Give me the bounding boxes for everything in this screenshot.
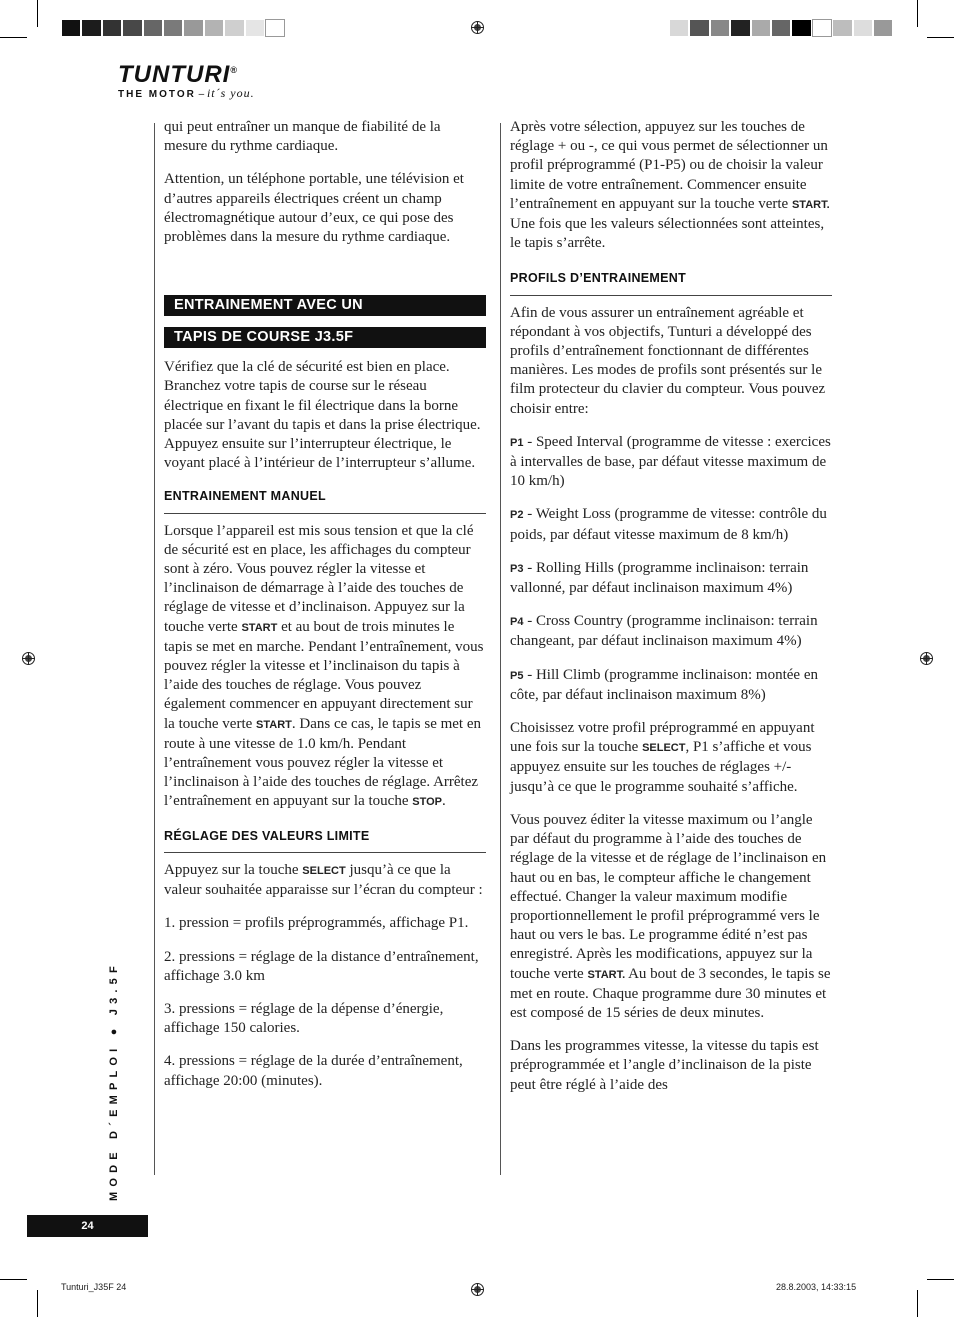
grayscale-swatch-strip	[669, 19, 893, 37]
tagline-dash: –	[195, 89, 207, 100]
program-item: P2 - Weight Loss (programme de vitesse: contrôle du poids, par défaut vitesse maximum de 8 km/h)	[510, 506, 827, 543]
right-column	[510, 118, 832, 1109]
tagline-italic: it´s you.	[206, 86, 255, 100]
program-item: P4 - Cross Country (programme inclinaison: terrain changeant, par défaut inclinaison maximum 4%)	[510, 613, 818, 650]
program-item: P3 - Rolling Hills (programme inclinaison: terrain vallonné, par défaut inclinaison maximum 4%)	[510, 559, 809, 597]
crop-mark	[917, 1290, 918, 1317]
key-label: START	[256, 718, 292, 731]
logo-wordmark: TUNTURI	[118, 61, 231, 88]
key-label: SELECT	[302, 864, 346, 877]
column-rule	[154, 123, 155, 1175]
crop-mark	[0, 1279, 27, 1280]
program-code: P5	[510, 669, 524, 682]
subheading: RÉGLAGE DES VALEURS LIMITE	[164, 827, 486, 853]
paragraph: Afin de vous assurer un entraînement agréable et répondant à vos objectifs, Tunturi a développé des profils d’entraînement fonctionnant de différentes manières. Les modes de profils sont présentés sur le film protecteur du clavier du compteur. Vous pouvez choisir entre:	[510, 304, 826, 417]
list-item: 2. pressions = réglage de la distance d’entraînement, affichage 3.0 km	[164, 948, 479, 984]
crop-mark	[0, 37, 27, 38]
paragraph: Vous pouvez éditer la vitesse maximum ou l’angle par défaut du programme à l’aide des touches de réglage de la vitesse et de réglage de l’inclinaison en haut ou en bas, le compteur affiche le changement effectué. Changer la valeur maximum modifie proportionnellement le profil préprogrammé vers le haut ou vers le bas. Le programme édité n’est pas enregistré. Après les modifications, appuyez sur la touche verte START. Au bout de 3 secondes, le tapis se met en route. Chaque programme dure 30 minutes et est composé de 15 séries de deux minutes.	[510, 811, 831, 1021]
key-label: START.	[587, 968, 626, 981]
paragraph: Vérifiez que la clé de sécurité est bien en place. Branchez votre tapis de course sur le réseau électrique en fixant le fil électrique dans la borne placée sur l’avant du tapis et dans la prise électrique. Appuyez ensuite sur l’interrupteur électrique, le voyant placé à l’intérieur de l’interrupteur s’allume.	[164, 359, 481, 472]
program-code: P1	[510, 436, 524, 449]
section-heading: TAPIS DE COURSE J3.5F	[164, 327, 486, 348]
program-code: P2	[510, 509, 524, 522]
list-item: 4. pressions = réglage de la durée d’entraînement, affichage 20:00 (minutes).	[164, 1053, 463, 1089]
crop-mark	[927, 37, 954, 38]
footer-timestamp: 28.8.2003, 14:33:15	[776, 1282, 857, 1292]
tunturi-logo	[118, 58, 255, 102]
registration-mark-icon	[22, 652, 35, 665]
program-item: P1 - Speed Interval (programme de vitesse : exercices à intervalles de base, par défaut vitesse maximum de 10 km/h)	[510, 433, 831, 490]
paragraph: Dans les programmes vitesse, la vitesse du tapis est préprogrammée et l’angle d’inclinaison de la piste peut être réglé à l’aide des	[510, 1038, 819, 1093]
registration-mark-icon	[471, 21, 484, 34]
key-label: START	[241, 621, 278, 634]
program-item: P5 - Hill Climb (programme inclinaison: montée en côte, par défaut inclinaison maximum 8%)	[510, 666, 818, 703]
column-rule	[500, 123, 501, 1175]
registered-mark: ®	[230, 65, 238, 75]
footer-filename: Tunturi_J35F 24	[61, 1282, 127, 1292]
subheading: PROFILS D’ENTRAINEMENT	[510, 269, 832, 295]
paragraph: qui peut entraîner un manque de fiabilité de la mesure du rythme cardiaque.	[164, 119, 441, 155]
paragraph: Lorsque l’appareil est mis sous tension et que la clé de sécurité est en place, les affichages du compteur sont à zéro. Vous pouvez régler la vitesse et l’inclinaison de démarrage à l’aide des touches de réglage de vitesse et d’inclinaison. Appuyez sur la touche verte START et au bout de trois minutes le tapis se met en marche. Pendant l’entraînement, vous pouvez régler la vitesse et l’inclinaison du tapis à l’aide des touches de réglage. Vous pouvez également commencer en appuyant directement sur la touche verte START. Dans ce cas, le tapis se met en route à une vitesse de 1.0 km/h. Pendant l’entraînement vous pouvez régler la vitesse et l’inclinaison à l’aide des touches de réglage. Arrêtez l’entraînement en appuyant sur la touche STOP.	[164, 522, 484, 810]
key-label: SELECT	[642, 742, 686, 755]
tagline-main: THE MOTOR	[118, 89, 196, 100]
section-heading: ENTRAINEMENT AVEC UN	[164, 295, 486, 316]
program-code: P3	[510, 562, 524, 575]
key-label: STOP	[412, 796, 443, 809]
paragraph: Attention, un téléphone portable, une télévision et d’autres appareils électriques créent un champ électromagnétique autour d’eux, ce qui pose des problèmes dans la mesure du rythme cardiaque.	[164, 171, 464, 246]
logo-tagline	[118, 86, 255, 102]
list-item: 3. pressions = réglage de la dépense d’énergie, affichage 150 calories.	[164, 1000, 444, 1037]
crop-mark	[37, 0, 38, 27]
key-label: START.	[791, 198, 830, 211]
crop-mark	[37, 1290, 38, 1317]
paragraph: Choisissez votre profil préprogrammé en appuyant une fois sur la touche SELECT, P1 s’affiche et vous appuyez ensuite sur les touches de réglages +/- jusqu’à ce que le programme souhaité s’affiche.	[510, 720, 815, 795]
crop-mark	[917, 0, 918, 27]
grayscale-swatch-strip	[61, 19, 285, 37]
paragraph: Après votre sélection, appuyez sur les touches de réglage + ou -, ce qui vous permet de sélectionner un profil préprogrammé (P1-P5) ou de choisir la valeur limite de votre entraînement. Commencer ensuite l’entraînement en appuyant sur la touche verte START. Une fois que les valeurs sélectionnées sont atteintes, le tapis s’arrête.	[510, 119, 830, 252]
paragraph: Appuyez sur la touche SELECT jusqu’à ce que la valeur souhaitée apparaisse sur l’écran du compteur :	[164, 861, 483, 899]
registration-mark-icon	[471, 1283, 484, 1296]
program-code: P4	[510, 616, 524, 629]
list-item: 1. pression = profils préprogrammés, affichage P1.	[164, 915, 469, 932]
left-column	[164, 118, 486, 1105]
page-number: 24	[27, 1215, 148, 1237]
crop-mark	[927, 1279, 954, 1280]
registration-mark-icon	[920, 652, 933, 665]
subheading: ENTRAINEMENT MANUEL	[164, 487, 486, 513]
side-running-title: MODE D´EMPLOI ● J3.5F	[108, 961, 120, 1201]
